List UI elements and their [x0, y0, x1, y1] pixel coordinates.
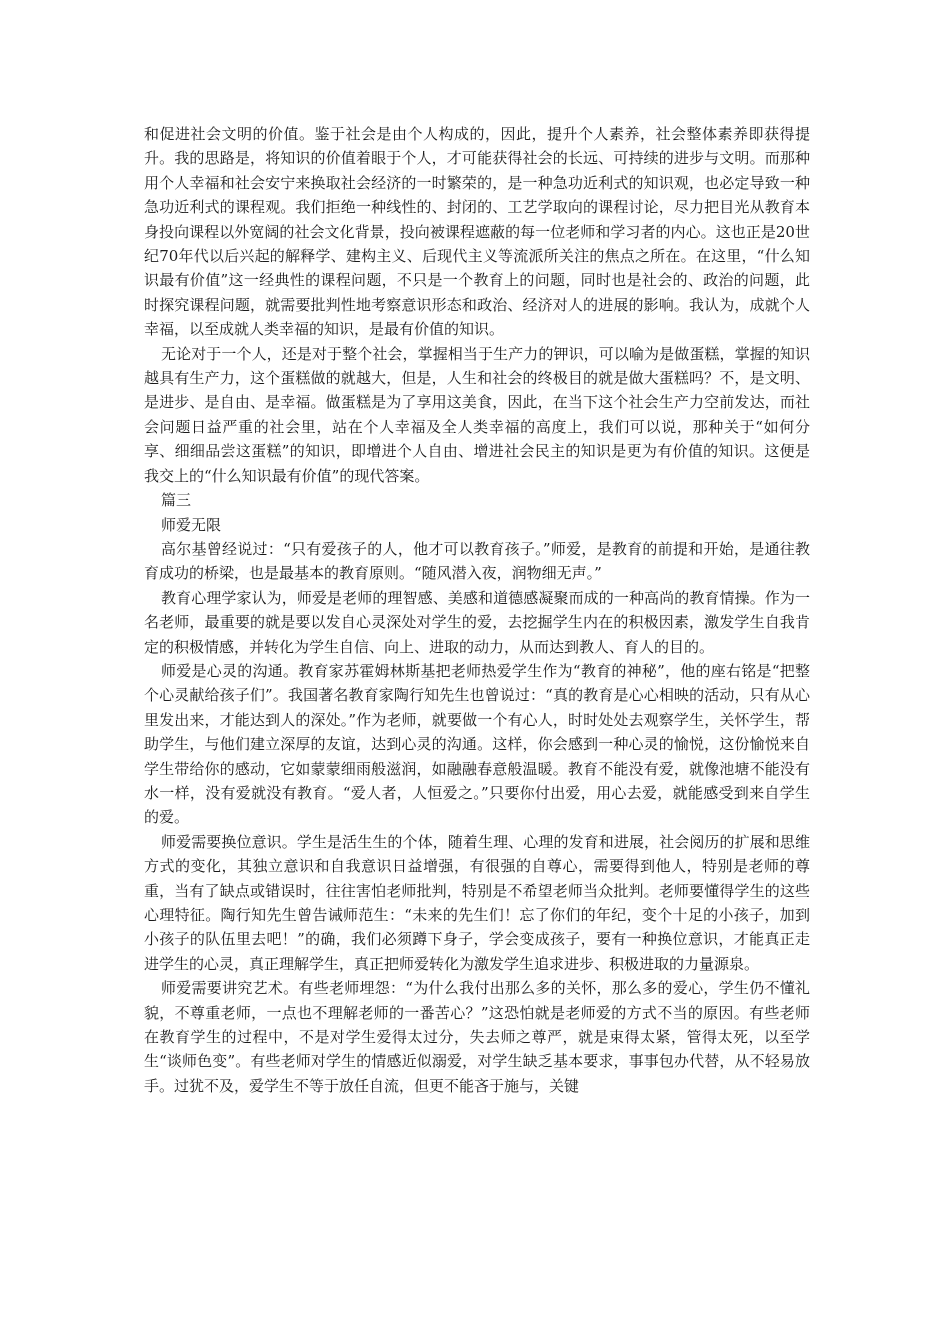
paragraph: 高尔基曾经说过：“只有爱孩子的人，他才可以教育孩子。”师爱，是教育的前提和开始，是通往教育成功的桥梁，也是最基本的教育原则。“随风潜入夜，润物细无声。”	[144, 539, 810, 583]
paragraph: 和促进社会文明的价值。鉴于社会是由个人构成的，因此，提升个人素养，社会整体素养即获得提升。我的思路是，将知识的价值着眼于个人，才可能获得社会的长远、可持续的进步与文明。而那种用个人幸福和社会安宁来换取社会经济的一时繁荣的，是一种急功近利式的知识观，也必定导致一种急功近利式的课程观。我们拒绝一种线性的、封闭的、工艺学取向的课程讨论，尽力把目光从教育本身投向课程以外宽阔的社会文化背景，投向被课程遮蔽的每一位老师和学习者的内心。这也正是20世纪70年代以后兴起的解释学、建构主义、后现代主义等流派所关注的焦点之所在。在这里，“什么知识最有价值”这一经典性的课程问题，不只是一个教育上的问题，同时也是社会的、政治的问题，此时探究课程问题，就需要批判性地考察意识形态和政治、经济对人的进展的影响。我认为，成就个人幸福，以至成就人类幸福的知识，是最有价值的知识。	[144, 125, 810, 339]
document-body	[144, 122, 810, 1098]
paragraph: 师爱需要换位意识。学生是活生生的个体，随着生理、心理的发育和进展，社会阅历的扩展和思维方式的变化，其独立意识和自我意识日益增强，有很强的自尊心，需要得到他人，特别是老师的尊重，当有了缺点或错误时，往往害怕老师批判，特别是不希望老师当众批判。老师要懂得学生的这些心理特征。陶行知先生曾告诫师范生：“未来的先生们！忘了你们的年纪，变个十足的小孩子，加到小孩子的队伍里去吧！”的确，我们必须蹲下身子，学会变成孩子，要有一种换位意识，才能真正走进学生的心灵，真正理解学生，真正把师爱转化为激发学生追求进步、积极进取的力量源泉。	[144, 832, 810, 973]
paragraph: 无论对于一个人，还是对于整个社会，掌握相当于生产力的钾识，可以喻为是做蛋糕，掌握的知识越具有生产力，这个蛋糕做的就越大，但是，人生和社会的终极目的就是做大蛋糕吗？不，是文明、是进步、是自由、是幸福。做蛋糕是为了享用这美食，因此，在当下这个社会生产力空前发达，而社会问题日益严重的社会里，站在个人幸福及全人类幸福的高度上，我们可以说，那种关于“如何分享、细细品尝这蛋糕”的知识，即增进个人自由、增进社会民主的知识是更为有价值的知识。这便是我交上的“什么知识最有价值”的现代答案。	[144, 344, 810, 485]
paragraph: 师爱需要讲究艺术。有些老师埋怨：“为什么我付出那么多的关怀，那么多的爱心，学生仍不懂礼貌，不尊重老师，一点也不理解老师的一番苦心？”这恐怕就是老师爱的方式不当的原因。有些老师在教育学生的过程中，不是对学生爱得太过分，失去师之尊严，就是束得太紧，管得太死，以至学生“谈师色变”。有些老师对学生的情感近似溺爱，对学生缺乏基本要求，事事包办代替，从不轻易放手。过犹不及，爱学生不等于放任自流，但更不能吝于施与，关键	[144, 979, 810, 1095]
paragraph: 师爱是心灵的沟通。教育家苏霍姆林斯基把老师热爱学生作为“教育的神秘”，他的座右铭是“把整个心灵献给孩子们”。我国著名教育家陶行知先生也曾说过：“真的教育是心心相映的活动，只有从心里发出来，才能达到人的深处。”作为老师，就要做一个有心人，时时处处去观察学生，关怀学生，帮助学生，与他们建立深厚的友谊，达到心灵的沟通。这样，你会感到一种心灵的愉悦，这份愉悦来自学生带给你的感动，它如蒙蒙细雨般滋润，如融融春意般温暖。教育不能没有爱，就像池塘不能没有水一样，没有爱就没有教育。“爱人者，人恒爱之。”只要你付出爱，用心去爱，就能感受到来自学生的爱。	[144, 661, 810, 827]
paragraph: 教育心理学家认为，师爱是老师的理智感、美感和道德感凝聚而成的一种高尚的教育情操。作为一名老师，最重要的就是要以发自心灵深处对学生的爱，去挖掘学生内在的积极因素，激发学生自我肯定的积极情感，并转化为学生自信、向上、进取的动力，从而达到教人、育人的目的。	[144, 588, 810, 656]
article-title: 师爱无限	[161, 515, 222, 534]
section-heading: 篇三	[161, 491, 192, 510]
